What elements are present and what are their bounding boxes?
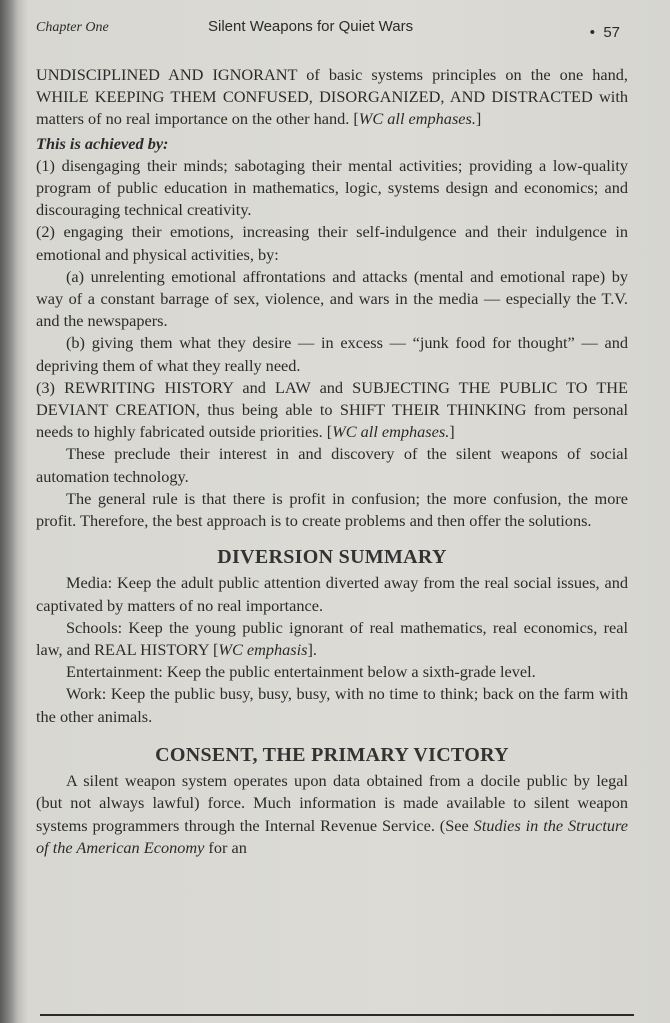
- paragraph-general-rule: The general rule is that there is profit in confusion; the more confusion, the more profit. Therefore, the best approach is to create problems and then offer the solutions.: [36, 488, 628, 531]
- list-item-2a: (a) unrelenting emotional affrontations and attacks (mental and emotional rape) by way of a constant barrage of sex, violence, and wars in the media — especially the T.V. and the newspapers.: [36, 266, 628, 331]
- list-item-2: (2) engaging their emotions, increasing their self-indulgence and their indulgence in emotional and physical activities, by:: [36, 222, 628, 264]
- bracket-close: ].: [307, 640, 318, 660]
- page-number: [590, 24, 620, 41]
- bracket-close: ]: [475, 109, 482, 129]
- editor-note-wc: WC: [218, 640, 247, 660]
- bracket-close: ]: [449, 422, 455, 442]
- paragraph-text: UNDISCIPLINED AND IGNORANT of basic systems principles on the one hand, WHILE KEEPING THEM CONFUSED, DISORGANIZED, AND DISTRACTED with matters of no real importance on the other hand. [: [36, 65, 628, 129]
- book-title: Silent Weapons for Quiet Wars: [208, 18, 414, 35]
- paragraph-undisciplined: [36, 64, 628, 131]
- list-item-1: (1) disengaging their minds; sabotaging their mental activities; providing a low-quality program of public education in mathematics, logic, systems design and economics; and discouraging technical creativity.: [36, 155, 628, 220]
- editor-note: WC all emphases.: [358, 109, 476, 129]
- diversion-media: Media: Keep the adult public attention diverted away from the real social issues, and captivated by matters of no real importance.: [36, 573, 628, 615]
- diversion-schools: [36, 617, 628, 661]
- diversion-work: Work: Keep the public busy, busy, busy, with no time to think; back on the farm with the other animals.: [36, 684, 628, 726]
- consent-paragraph: [36, 770, 628, 859]
- consent-heading: CONSENT, THE PRIMARY VICTORY: [155, 743, 509, 766]
- bullet-icon: •: [589, 24, 595, 41]
- chapter-label: Chapter One: [36, 20, 109, 35]
- page-number-value: 57: [603, 24, 620, 41]
- paragraph-text: (3) REWRITING HISTORY and LAW and SUBJECTING THE PUBLIC TO THE DEVIANT CREATION, thus being able to SHIFT THEIR THINKING from personal needs to highly fabricated outside priorities. [: [36, 377, 628, 442]
- paragraph-preclude: These preclude their interest in and discovery of the silent weapons of social automation technology.: [36, 444, 628, 486]
- editor-note: WC all emphases.: [332, 422, 450, 442]
- paragraph-text-end: for an: [204, 837, 247, 857]
- page-body: [36, 64, 628, 859]
- paragraph-text: Schools: Keep the young public ignorant of real mathematics, real economics, real law, and REAL HISTORY [: [36, 617, 628, 660]
- footer-rule: [40, 1014, 634, 1016]
- list-item-2b: (b) giving them what they desire — in excess — “junk food for thought” — and depriving them of what they really need.: [36, 333, 628, 375]
- paragraph-text: A silent weapon system operates upon data obtained from a docile public by legal (but not always lawful) force. Much information is made available to silent weapon systems programmers through the Internal Revenue Service. (See: [36, 771, 628, 835]
- editor-note: emphasis: [246, 640, 308, 660]
- running-header: [36, 18, 630, 42]
- diversion-entertainment: Entertainment: Keep the public entertainment below a sixth-grade level.: [66, 662, 536, 682]
- diversion-summary-heading: DIVERSION SUMMARY: [217, 546, 447, 569]
- list-item-3: [36, 377, 628, 444]
- book-reference: Studies in the Structure of the American Economy: [36, 815, 629, 857]
- achieved-heading: This is achieved by:: [36, 133, 169, 153]
